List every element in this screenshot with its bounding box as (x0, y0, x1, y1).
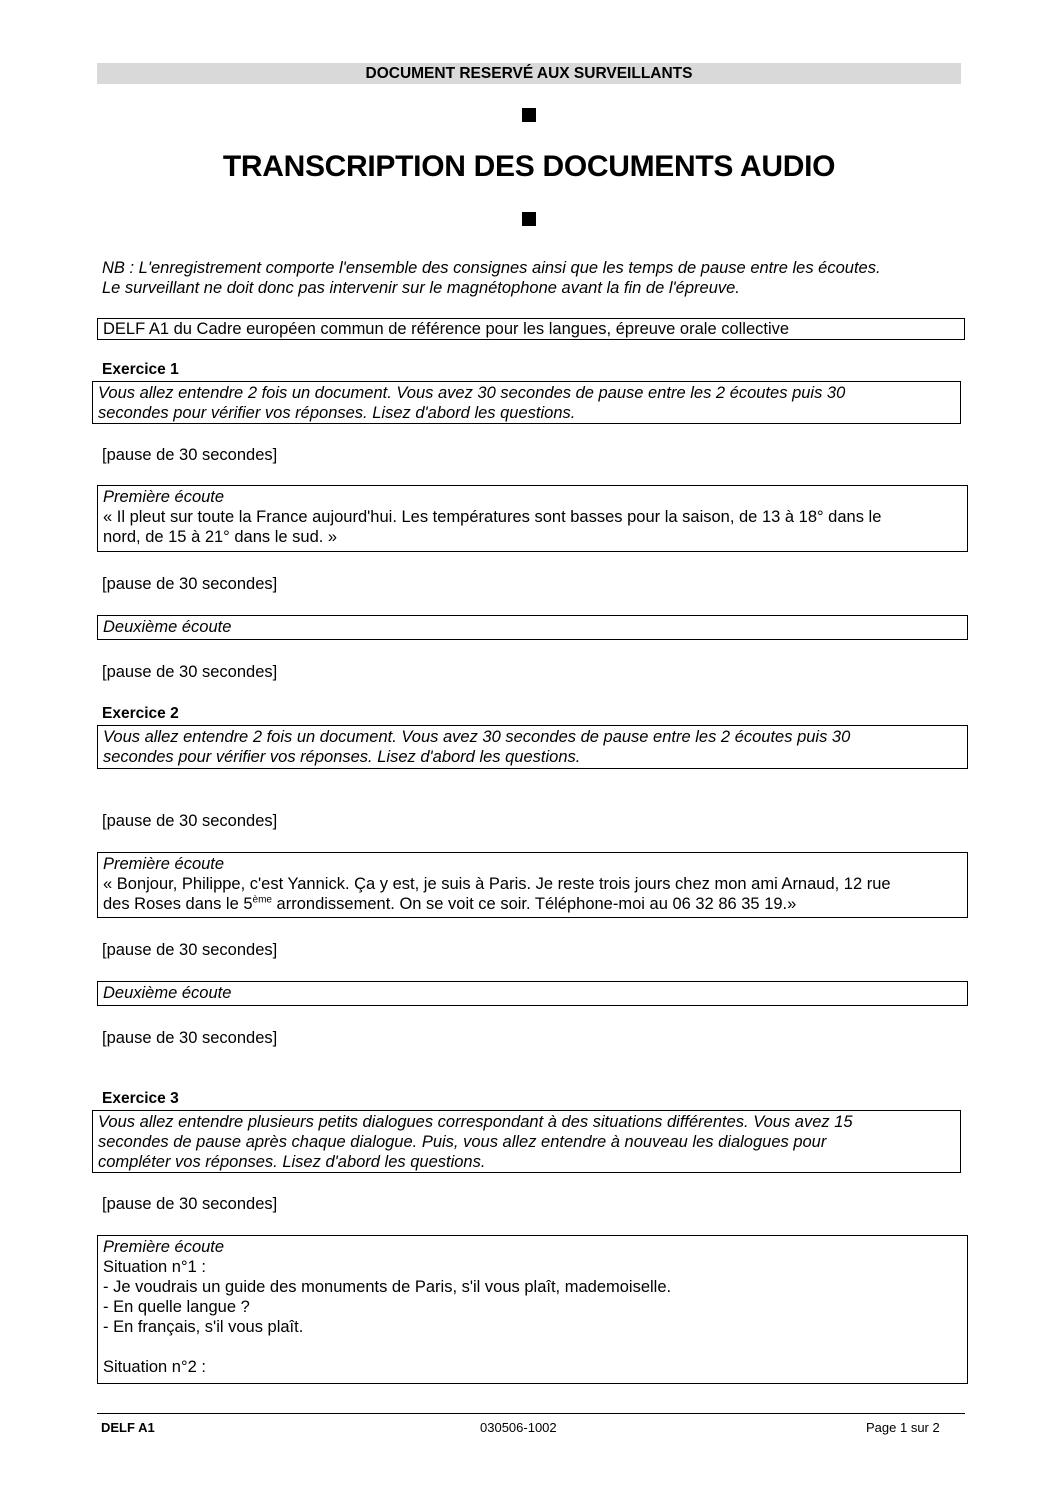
exercise-2-first-listening-box (97, 852, 968, 918)
exercise-3-first-listening-box (97, 1235, 968, 1384)
pause-marker: [pause de 30 secondes] (102, 1195, 278, 1213)
exercise-3-instruction-line-2: secondes de pause après chaque dialogue. Puis, vous allez entendre à nouveau les dialogues pour (98, 1133, 827, 1151)
square-bullet-icon (522, 108, 536, 122)
exercise-3-instruction-box (92, 1110, 961, 1173)
situation-1-heading: Situation n°1 : (103, 1258, 206, 1276)
pause-marker: [pause de 30 secondes] (102, 1029, 278, 1047)
second-listening-label: Deuxième écoute (103, 618, 232, 636)
exercise-1-second-listening-box (97, 615, 968, 640)
first-listening-label: Première écoute (103, 855, 225, 873)
exercise-3-instruction-line-1: Vous allez entendre plusieurs petits dialogues correspondant à des situations différentes. Vous avez 15 (98, 1113, 853, 1131)
pause-marker: [pause de 30 secondes] (102, 446, 278, 464)
page-title: TRANSCRIPTION DES DOCUMENTS AUDIO (222, 150, 836, 183)
exercise-1-instruction-box (92, 381, 961, 424)
exam-description: DELF A1 du Cadre européen commun de référence pour les langues, épreuve orale collective (103, 320, 790, 338)
pause-marker: [pause de 30 secondes] (102, 812, 278, 830)
footer-exam-name: DELF A1 (101, 1420, 155, 1435)
pause-marker: [pause de 30 secondes] (102, 663, 278, 681)
exercise-3-instruction-line-3: compléter vos réponses. Lisez d'abord les questions. (98, 1153, 486, 1171)
nb-note (102, 258, 962, 298)
pause-marker: [pause de 30 secondes] (102, 575, 278, 593)
exercise-1-transcript-line-2: nord, de 15 à 21° dans le sud. » (103, 528, 338, 546)
exercise-1-instruction-line-2: secondes pour vérifier vos réponses. Lisez d'abord les questions. (98, 404, 576, 422)
exam-description-box (97, 318, 965, 340)
footer-divider (97, 1413, 965, 1414)
situation-1-line-3: - En français, s'il vous plaît. (103, 1318, 304, 1336)
exercise-2-transcript-line-2: des Roses dans le 5ème arrondissement. On se voit ce soir. Téléphone-moi au 06 32 86 35 19.» (103, 894, 797, 913)
square-bullet-icon (522, 212, 536, 226)
pause-marker: [pause de 30 secondes] (102, 941, 278, 959)
exercise-1-transcript-line-1: « Il pleut sur toute la France aujourd'hui. Les températures sont basses pour la saison, de 13 à 18° dans le (103, 508, 882, 526)
second-listening-label: Deuxième écoute (103, 984, 232, 1002)
footer-document-code: 030506-1002 (480, 1420, 557, 1435)
exercise-2-instruction-line-1: Vous allez entendre 2 fois un document. Vous avez 30 secondes de pause entre les 2 écoutes puis 30 (103, 728, 851, 746)
exercise-2-instruction-line-2: secondes pour vérifier vos réponses. Lisez d'abord les questions. (103, 748, 581, 766)
reserved-banner: DOCUMENT RESERVÉ AUX SURVEILLANTS (97, 63, 961, 84)
exercise-2-transcript-line-1: « Bonjour, Philippe, c'est Yannick. Ça y est, je suis à Paris. Je reste trois jours chez mon ami Arnaud, 12 rue (103, 875, 891, 893)
situation-2-heading: Situation n°2 : (103, 1358, 206, 1376)
first-listening-label: Première écoute (103, 488, 225, 506)
nb-line-1: NB : L'enregistrement comporte l'ensemble des consignes ainsi que les temps de pause entre les écoutes. (102, 259, 881, 277)
exercise-2-instruction-box (97, 725, 968, 769)
exercise-3-title: Exercice 3 (102, 1090, 179, 1107)
exercise-2-title: Exercice 2 (102, 705, 179, 722)
exercise-2-second-listening-box (97, 981, 968, 1006)
footer-page-number: Page 1 sur 2 (866, 1420, 940, 1435)
first-listening-label: Première écoute (103, 1238, 225, 1256)
exercise-1-title: Exercice 1 (102, 361, 179, 378)
exercise-1-first-listening-box (97, 485, 968, 552)
exercise-1-instruction-line-1: Vous allez entendre 2 fois un document. Vous avez 30 secondes de pause entre les 2 écoutes puis 30 (98, 384, 846, 402)
situation-1-line-1: - Je voudrais un guide des monuments de Paris, s'il vous plaît, mademoiselle. (103, 1278, 672, 1296)
nb-line-2: Le surveillant ne doit donc pas intervenir sur le magnétophone avant la fin de l'épreuve. (102, 279, 740, 297)
situation-1-line-2: - En quelle langue ? (103, 1298, 250, 1316)
